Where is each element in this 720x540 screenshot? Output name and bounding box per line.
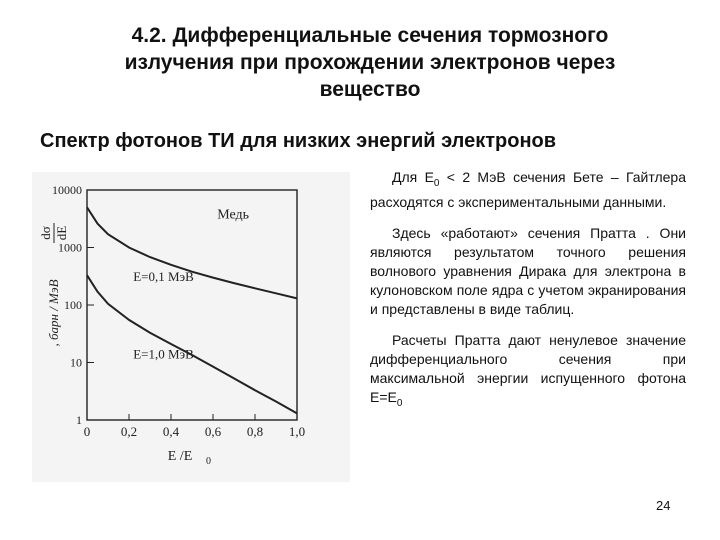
slide-title-line-1: 4.2. Дифференциальные сечения тормозного xyxy=(131,24,609,47)
p3-pre: Расчеты Пратта дают ненулевое значение дифференциального сечения при максимальной энергии испущенного фотона Е=Е xyxy=(370,331,686,405)
y-tick-label: 1000 xyxy=(58,240,82,255)
series-label: E=1,0 МэВ xyxy=(133,346,194,362)
x-tick-label: 0,8 xyxy=(246,424,264,439)
slide-title-line-2: излучения при прохождении электронов через xyxy=(124,51,616,74)
slide-title xyxy=(60,22,680,103)
paragraph-bethe-heitler xyxy=(370,168,686,212)
p3-sub: 0 xyxy=(396,397,403,409)
p1-post: < 2 МэВ сечения Бете – Гайтлера расходятся с экспериментальными данными. xyxy=(370,169,686,210)
x-axis-label: E /E xyxy=(167,449,193,464)
slide-title-line-3: вещество xyxy=(319,78,421,101)
p1-sub: 0 xyxy=(433,177,440,189)
series-line xyxy=(87,275,297,413)
x-tick-label: 0,2 xyxy=(120,424,138,439)
text-column xyxy=(370,168,686,425)
cross-section-chart xyxy=(32,172,350,482)
paragraph-pratt: Здесь «работают» сечения Пратта . Они являются результатом точного решения волнового уравнения Дирака для электрона в кулоновском поле ядра с учетом экранирования и представлены в виде таблиц. xyxy=(370,224,686,317)
y-tick-label: 100 xyxy=(64,298,82,312)
cross-section-figure xyxy=(32,172,350,482)
x-tick-label: 1,0 xyxy=(288,424,306,439)
paragraph-pratt-result xyxy=(370,331,686,413)
plot-frame xyxy=(87,190,297,420)
y-axis-label-units: , барн / МэВ xyxy=(46,279,61,347)
y-axis-label-denominator: dE xyxy=(54,225,69,241)
y-axis-label-numerator: dσ xyxy=(38,226,53,240)
y-tick-label: 10 xyxy=(70,355,82,370)
page-number: 24 xyxy=(656,498,671,513)
p1-pre: Для Е xyxy=(392,169,434,185)
y-tick-label: 1 xyxy=(76,413,82,427)
material-label: Медь xyxy=(217,207,250,223)
x-tick-label: 0 xyxy=(83,424,91,439)
x-tick-label: 0,4 xyxy=(162,424,180,439)
y-tick-label: 10000 xyxy=(52,183,82,197)
slide-subtitle: Спектр фотонов ТИ для низких энергий электронов xyxy=(40,130,557,152)
series-label: E=0,1 МэВ xyxy=(133,269,194,285)
series-line xyxy=(87,207,297,298)
x-axis-label-sub: 0 xyxy=(206,456,211,467)
x-tick-label: 0,6 xyxy=(204,424,222,439)
